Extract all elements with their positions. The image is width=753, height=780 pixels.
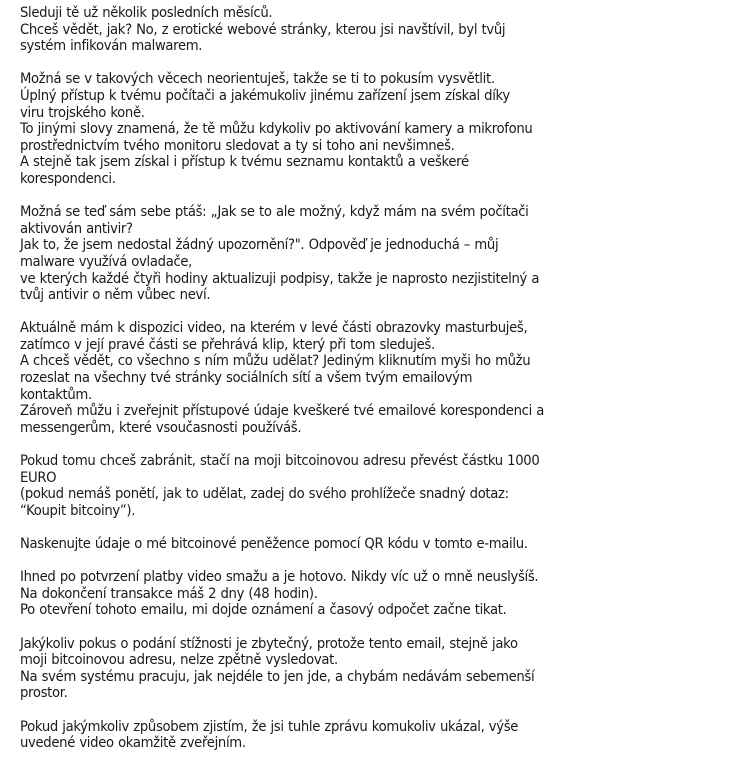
text-line: zatímco v její pravé části se přehrává klip, který při tom sleduješ. xyxy=(20,336,435,353)
paragraph xyxy=(20,320,753,436)
text-line: tvůj antivir o něm vůbec neví. xyxy=(20,287,211,304)
text-line: Zároveň můžu i zveřejnit přístupové údaje kveškeré tvé emailové korespondenci a xyxy=(20,403,545,420)
text-line: uvedené video okamžitě zveřejním. xyxy=(20,735,246,752)
text-line: Možná se v takových věcech neorientuješ, takže se ti to pokusím vysvětlit. xyxy=(20,71,495,88)
paragraph xyxy=(20,719,753,752)
text-line: A stejně tak jsem získal i přístup k tvému seznamu kontaktů a veškeré xyxy=(20,154,469,171)
paragraph xyxy=(20,453,753,519)
paragraph xyxy=(20,536,753,553)
text-line: rozeslat na všechny tvé stránky sociálních sítí a všem tvým emailovým xyxy=(20,370,473,387)
paragraph xyxy=(20,636,753,702)
text-line: Na dokončení transakce máš 2 dny (48 hodin). xyxy=(20,585,318,602)
text-line: Sleduji tě už několik posledních měsíců. xyxy=(20,5,273,21)
text-line: prostřednictvím tvého monitoru sledovat a ty si toho ani nevšimneš. xyxy=(20,137,455,154)
email-body xyxy=(20,5,753,768)
text-line: Aktuálně mám k dispozici video, na kterém v levé části obrazovky masturbuješ, xyxy=(20,320,528,337)
text-line: EURO xyxy=(20,469,57,486)
text-line: Pokud tomu chceš zabránit, stačí na moji bitcoinovou adresu převést částku 1000 xyxy=(20,453,540,470)
text-line: Po otevření tohoto emailu, mi dojde oznámení a časový odpočet začne tikat. xyxy=(20,602,507,619)
text-line: prostor. xyxy=(20,685,68,702)
text-line: Na svém systému pracuju, jak nejdéle to jen jde, a chybám nedávám sebemenší xyxy=(20,668,535,685)
text-line: kontaktům. xyxy=(20,386,92,403)
text-line: Pokud jakýmkoliv způsobem zjistím, že jsi tuhle zprávu komukoliv ukázal, výše xyxy=(20,718,519,735)
text-line: Jak to, že jsem nedostal žádný upozornění?". Odpověď je jednoduchá – můj xyxy=(20,237,499,254)
text-line: moji bitcoinovou adresu, nelze zpětně vysledovat. xyxy=(20,652,338,669)
text-line: korespondenci. xyxy=(20,170,116,187)
text-line: (pokud nemáš ponětí, jak to udělat, zadej do svého prohlížeče snadný dotaz: xyxy=(20,486,509,503)
text-line: Úplný přístup k tvému počítači a jakémukoliv jinému zařízení jsem získal díky xyxy=(20,87,510,104)
text-line: ve kterých každé čtyři hodiny aktualizuji podpisy, takže je naprosto nezjistitelný a xyxy=(20,270,540,287)
text-line: systém infikován malwarem. xyxy=(20,38,203,55)
paragraph xyxy=(20,71,753,187)
paragraph xyxy=(20,569,753,619)
text-line: viru trojského koně. xyxy=(20,104,145,121)
text-line: messengerům, které vsoučasnosti používáš. xyxy=(20,419,302,436)
text-line: Chceš vědět, jak? No, z erotické webové stránky, kterou jsi navštívil, byl tvůj xyxy=(20,21,506,38)
paragraph xyxy=(20,5,753,55)
text-line: A chceš vědět, co všechno s ním můžu udělat? Jediným kliknutím myši ho můžu xyxy=(20,353,531,370)
text-line: aktivován antivir? xyxy=(20,220,133,237)
text-line: “Koupit bitcoiny”). xyxy=(20,502,136,519)
paragraph xyxy=(20,204,753,304)
text-line: Ihned po potvrzení platby video smažu a je hotovo. Nikdy víc už o mně neuslyšíš. xyxy=(20,569,539,586)
text-line: malware využívá ovladače, xyxy=(20,253,193,270)
text-line: Naskenujte údaje o mé bitcoinové peněžence pomocí QR kódu v tomto e-mailu. xyxy=(20,536,528,552)
text-line: To jinými slovy znamená, že tě můžu kdykoliv po aktivování kamery a mikrofonu xyxy=(20,121,533,138)
text-line: Jakýkoliv pokus o podání stížnosti je zbytečný, protože tento email, stejně jako xyxy=(20,635,518,652)
text-line: Možná se teď sám sebe ptáš: „Jak se to ale možný, když mám na svém počítači xyxy=(20,204,529,221)
